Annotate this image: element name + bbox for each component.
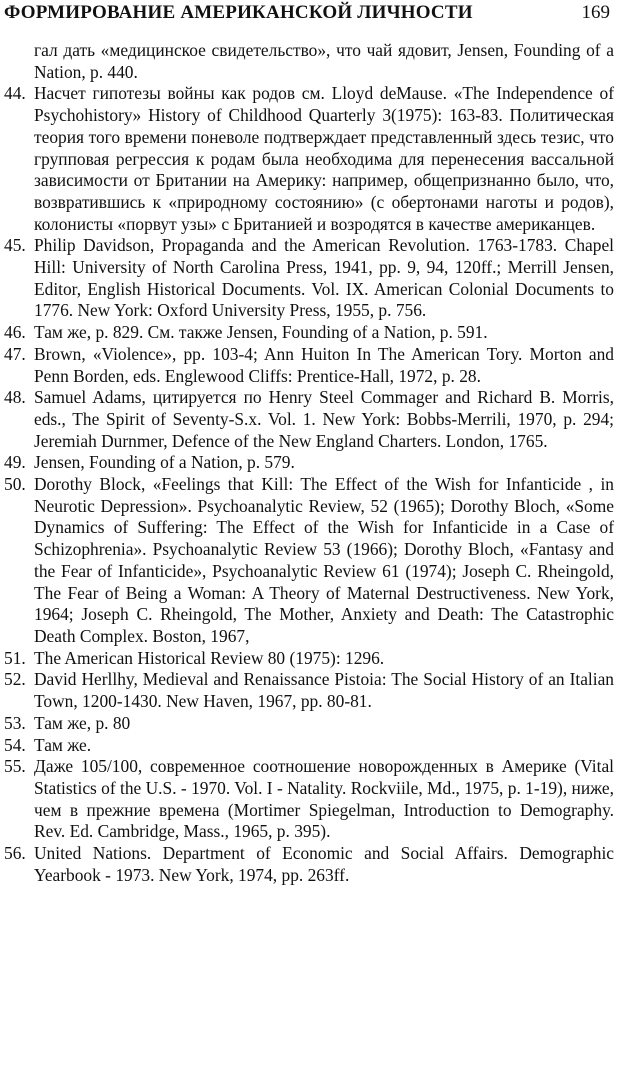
endnote-number: 48. [4,387,26,408]
endnote-52 [4,669,614,712]
endnotes-list [4,40,614,886]
endnote-number: 50. [4,474,26,495]
endnote-51 [4,648,614,670]
endnote-number: 45. [4,235,26,256]
running-title: ФОРМИРОВАНИЕ АМЕРИКАНСКОЙ ЛИЧНОСТИ [4,2,473,23]
endnote-number: 52. [4,669,26,690]
endnote-number [4,40,34,83]
endnote-text: Jensen, Founding of a Nation, p. 579. [34,452,295,473]
endnote-text: Samuel Adams, цитируется по Henry Steel Commager and Richard B. Morris, eds., The Spirit of Seventy-S.x. Vol. 1. New York: Bobbs-Merrili, 1970, p. 294; Jeremiah Durnmer, Defence of the New England Charters. London, 1765. [34,387,614,451]
endnote-text: Там же, p. 829. См. также Jensen, Founding of a Nation, p. 591. [34,322,488,343]
endnote-number: 49. [4,452,26,473]
endnote-55 [4,756,614,843]
endnote-44 [4,83,614,235]
endnote-number: 44. [4,83,26,104]
endnote-56 [4,843,614,886]
endnote-number: 55. [4,756,26,777]
endnote-49 [4,452,614,474]
endnote-text: United Nations. Department of Economic and Social Affairs. Demographic Yearbook - 1973. New York, 1974, pp. 263ff. [34,843,614,885]
endnote-text: Dorothy Block, «Feelings that Kill: The Effect of the Wish for Infanticide , in Neurotic Depression». Psychoanalytic Review, 52 (1965); Dorothy Bloch, «Some Dynamics of Suffering: The Effect of the Wish for Infanticide in a Case of Schizophrenia». Psychoanalytic Review 53 (1966); Dorothy Bloch, «Fantasy and the Fear of Infanticide», Psychoanalytic Review 61 (1974); Joseph C. Rheingold, The Fear of Being a Woman: A Theory of Maternal Destructiveness. New York, 1964; Joseph C. Rheingold, The Mother, Anxiety and Death: The Catastrophic Death Complex. Boston, 1967, [34,474,614,646]
endnote-text: Brown, «Violence», pp. 103-4; Ann Huiton In The American Tory. Morton and Penn Borden, eds. Englewood Cliffs: Prentice-Hall, 1972, p. 28. [34,343,614,386]
endnote-53 [4,713,614,735]
endnote-47 [4,344,614,387]
endnote-text: Насчет гипотезы войны как родов см. Lloyd deMause. «The Independence of Psychohistory» History of Childhood Quarterly 3(1975): 163-83. Политическая теория того времени поневоле подтверждает представленный здесь тезис, что групповая регрессия к родам была необходима для перенесения вассальной зависимости от Британии на Америку: например, общепризнанно было, что, возвратившись к «природному состоянию» (с обертонами наготы и родов), колонисты «порвут узы» с Британией и возродятся в качестве американцев. [34,83,614,234]
page-number: 169 [581,2,610,23]
endnote-number: 53. [4,712,26,733]
endnote-text: Philip Davidson, Propaganda and the American Revolution. 1763-1783. Chapel Hill: University of North Carolina Press, 1941, pp. 9, 94, 120ff.; Merrill Jensen, Editor, English Historical Documents. Vol. IX. American Colonial Documents to 1776. New York: Oxford University Press, 1955, p. 756. [34,235,614,321]
endnote-54 [4,735,614,757]
endnote-text: The American Historical Review 80 (1975): 1296. [34,647,385,668]
endnote-45 [4,235,614,322]
running-header [4,0,614,30]
endnote-text: David Herllhy, Medieval and Renaissance Pistoia: The Social History of an Italian Town, 1200-1430. New Haven, 1967, pp. 80-81. [34,669,614,712]
endnote-number: 56. [4,843,26,864]
endnote-46 [4,322,614,344]
endnote-text: Там же. [34,734,92,755]
endnote-continuation [4,40,614,83]
endnote-text: Там же, p. 80 [34,712,131,733]
endnote-48 [4,387,614,452]
endnote-number: 46. [4,322,26,343]
endnote-50 [4,474,614,648]
endnote-number: 54. [4,734,26,755]
endnote-text: гал дать «медицинское свидетельство», что чай ядовит, Jensen, Founding of a Nation, p. 440. [34,40,614,82]
endnote-text: Даже 105/100, современное соотношение новорожденных в Америке (Vital Statistics of the U.S. - 1970. Vol. I - Natality. Rockviile, Md., 1975, p. 1-19), ниже, чем в прежние времена (Mortimer Spiegelman, Introduction to Demography. Rev. Ed. Cambridge, Mass., 1965, p. 395). [34,756,614,842]
endnote-number: 51. [4,647,26,668]
endnote-number: 47. [4,343,26,364]
